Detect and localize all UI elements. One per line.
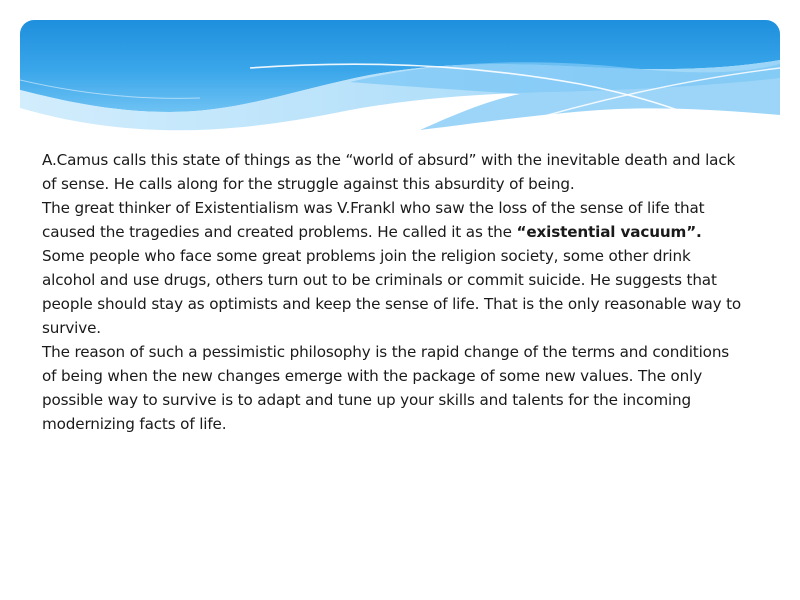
paragraph-camus-text: A.Camus calls this state of things as the “world of absurd” with the inevitable death and lack of sense. He calls along for the struggle against this absurdity of being.	[42, 151, 736, 193]
body-text	[42, 148, 742, 436]
header-wave-banner	[20, 20, 780, 150]
paragraph-camus	[42, 148, 742, 196]
existential-vacuum-emphasis: “existential vacuum”.	[516, 223, 702, 241]
paragraph-reason	[42, 340, 742, 436]
paragraph-reason-text: The reason of such a pessimistic philosophy is the rapid change of the terms and conditions of being when the new changes emerge with the package of some new values. The only possible way to survive is to adapt and tune up your skills and talents for the incoming modernizing facts of life.	[42, 343, 730, 433]
paragraph-frankl	[42, 196, 742, 340]
paragraph-frankl-text-after: Some people who face some great problems join the religion society, some other drink alcohol and use drugs, others turn out to be criminals or commit suicide. He suggests that people should stay as optimists and keep the sense of life. That is the only reasonable way to survive.	[42, 247, 742, 337]
paragraph-frankl-text-before: The great thinker of Existentialism was V.Frankl who saw the loss of the sense of life that caused the tragedies and created problems. He called it as the	[42, 199, 705, 241]
